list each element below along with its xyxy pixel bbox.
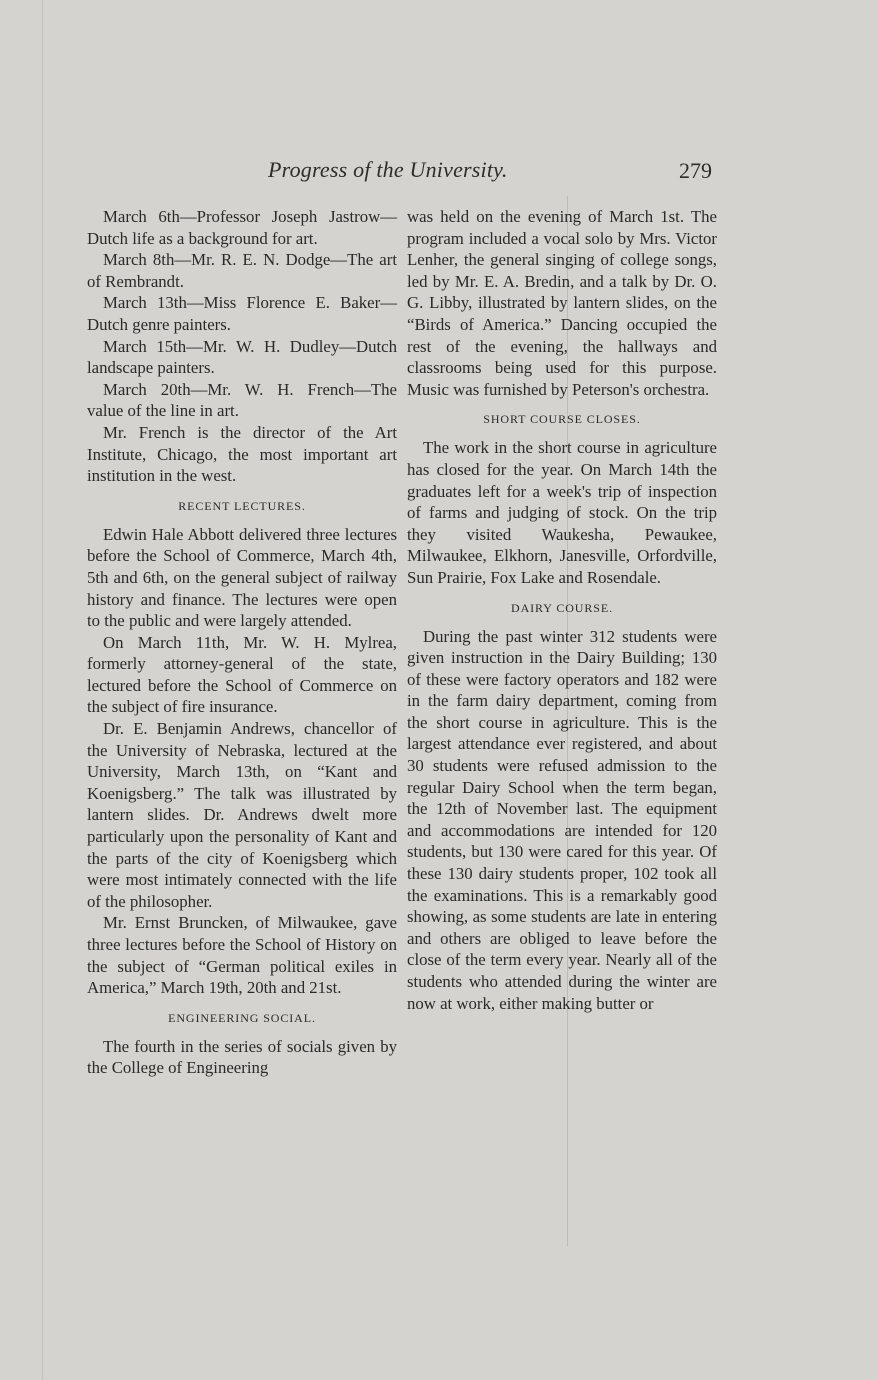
paragraph: was held on the evening of March 1st. The program included a vocal solo by Mrs. Victor Lenher, the general singing of college songs, led by Mr. E. A. Bredin, and a talk by Dr. O. G. Libby, illustrated by lantern slides, on the “Birds of America.” Dancing occupied the rest of the evening, the hallways and classrooms being used for this purpose. Music was furnished by Peterson's orchestra. bbox=[407, 207, 717, 399]
paragraph: The fourth in the series of socials given by the College of Engineering bbox=[87, 1036, 397, 1078]
section-heading-dairy-course: DAIRY COURSE. bbox=[511, 600, 613, 615]
left-column bbox=[87, 206, 397, 1079]
art-institute-note: Mr. French is the director of the Art Institute, Chicago, the most important art institution in the west. bbox=[87, 422, 397, 486]
paragraph: During the past winter 312 students were given instruction in the Dairy Building; 130 of these were factory operators and 182 were in the farm dairy department, coming from the short course in agriculture. This is the largest attendance ever registered, and about 30 students were refused admission to the regular Dairy School when the term began, the 12th of November last. The equipment and accommodations are intended for 120 students, but 130 were cared for this year. Of these 130 dairy students proper, 102 took all the examinations. This is a remarkably good showing, as some students are late in entering and others are obliged to leave before the close of the term every year. Nearly all of the students who attended during the winter are now at work, either making butter or bbox=[407, 626, 717, 1013]
section-heading-engineering-social: ENGINEERING SOCIAL. bbox=[168, 1010, 316, 1025]
paragraph: The work in the short course in agriculture has closed for the year. On March 14th the graduates left for a week's trip of inspection of farms and judging of stock. On the trip they visited Waukesha, Pewaukee, Milwaukee, Elkhorn, Janesville, Orfordville, Sun Prairie, Fox Lake and Rosendale. bbox=[407, 438, 717, 587]
art-lecture-item: March 15th—Mr. W. H. Dudley—Dutch landscape painters. bbox=[87, 336, 397, 378]
section-heading-short-course: SHORT COURSE CLOSES. bbox=[483, 412, 641, 427]
running-header-title: Progress of the University. bbox=[268, 157, 508, 182]
page-number: 279 bbox=[679, 158, 712, 183]
art-lecture-item: March 13th—Miss Florence E. Baker—Dutch genre painters. bbox=[87, 293, 397, 334]
paragraph: Edwin Hale Abbott delivered three lectures before the School of Commerce, March 4th, 5th and 6th, on the general subject of railway history and finance. The lectures were open to the public and were largely attended. bbox=[87, 524, 397, 631]
art-lecture-item: March 6th—Professor Joseph Jastrow—Dutch life as a background for art. bbox=[87, 207, 397, 248]
art-lecture-item: March 20th—Mr. W. H. French—The value of the line in art. bbox=[87, 379, 397, 421]
paragraph: On March 11th, Mr. W. H. Mylrea, formerly attorney-general of the state, lectured before the School of Commerce on the subject of fire insurance. bbox=[87, 632, 397, 717]
section-heading-recent-lectures: RECENT LECTURES. bbox=[178, 498, 306, 513]
art-lecture-item: March 8th—Mr. R. E. N. Dodge—The art of Rembrandt. bbox=[87, 250, 397, 291]
paragraph: Mr. Ernst Bruncken, of Milwaukee, gave three lectures before the School of History on the subject of “German political exiles in America,” March 19th, 20th and 21st. bbox=[87, 913, 397, 998]
page-edge bbox=[42, 0, 43, 1380]
right-column bbox=[407, 206, 717, 1014]
paragraph: Dr. E. Benjamin Andrews, chancellor of the University of Nebraska, lectured at the University, March 13th, on “Kant and Koenigsberg.” The talk was illustrated by lantern slides. Dr. Andrews dwelt more particularly upon the personality of Kant and the parts of the city of Koenigsberg which were most intimately connected with the life of the philosopher. bbox=[87, 719, 397, 911]
